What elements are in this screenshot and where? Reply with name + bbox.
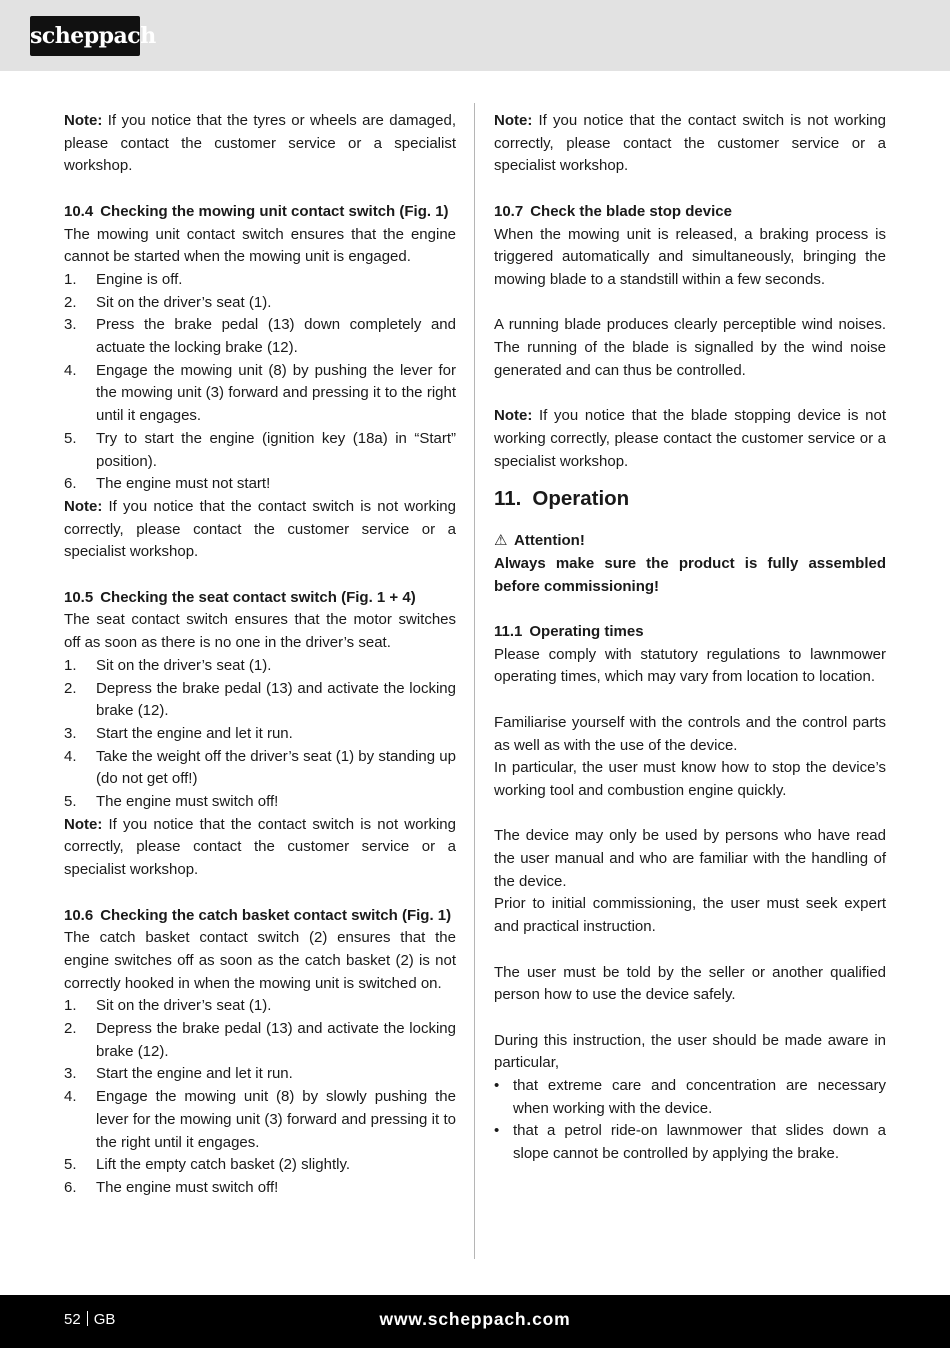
column-divider xyxy=(474,103,475,1259)
list-item: 5. Lift the empty catch basket (2) slightly. xyxy=(64,1156,350,1174)
section-11-1-paragraph: Familiarise yourself with the controls and the control parts as well as with the use of the device. xyxy=(494,713,886,754)
warning-icon: ⚠ xyxy=(494,532,508,550)
section-number: 10.7 xyxy=(494,202,524,220)
section-number: 10.6 xyxy=(64,906,94,924)
attention-label: Attention! xyxy=(514,532,585,550)
note-text: If you notice that the tyres or wheels are damaged, please contact the customer service or a specialist workshop. xyxy=(64,112,456,175)
list-item: 2. Depress the brake pedal (13) and activate the locking brake (12). xyxy=(64,1020,456,1060)
section-title: Checking the mowing unit contact switch (Fig. 1) xyxy=(100,202,449,220)
note-label: Note: xyxy=(64,112,103,129)
note-label: Note: xyxy=(494,407,533,425)
list-item: 3. Start the engine and let it run. xyxy=(64,1065,293,1083)
section-11-1-paragraph: The device may only be used by persons who have read the user manual and who are familiar with the handling of the device. xyxy=(494,827,886,890)
left-column xyxy=(64,110,456,1200)
section-10-6-heading xyxy=(64,905,456,928)
section-10-4-heading xyxy=(64,201,456,224)
section-11-1-paragraph: In particular, the user must know how to stop the device’s working tool and combustion engine quickly. xyxy=(494,759,886,799)
list-item: 5. The engine must switch off! xyxy=(64,793,279,811)
section-10-7-note xyxy=(494,405,886,473)
section-10-7-paragraph: A running blade produces clearly perceptible wind noises. The running of the blade is signalled by the wind noise generated and can thus be controlled. xyxy=(494,316,886,379)
list-item: 4. Engage the mowing unit (8) by slowly pushing the lever for the mowing unit (3) forward and pressing it to the right until it engages. xyxy=(64,1088,456,1151)
bullet-icon: • xyxy=(494,1122,500,1140)
website-link[interactable]: www.scheppach.com xyxy=(379,1309,571,1329)
list-item: 2. Sit on the driver’s seat (1). xyxy=(64,293,272,311)
section-title: Checking the seat contact switch (Fig. 1 + 4) xyxy=(100,588,416,606)
page-number: 52 GB xyxy=(64,1311,116,1328)
section-11-1-paragraph: The user must be told by the seller or another qualified person how to use the device safely. xyxy=(494,963,886,1004)
attention-text: Always make sure the product is fully assembled before commissioning! xyxy=(494,554,886,595)
list-item: 2. Depress the brake pedal (13) and activate the locking brake (12). xyxy=(64,679,456,720)
section-10-5-heading xyxy=(64,587,456,610)
note-label: Note: xyxy=(494,112,533,129)
section-10-5-note xyxy=(64,814,456,882)
list-item: 3. Press the brake pedal (13) down completely and actuate the locking brake (12). xyxy=(64,316,456,357)
section-10-4-intro: The mowing unit contact switch ensures that the engine cannot be started when the mowing unit is engaged. xyxy=(64,225,456,266)
list-item: 6. The engine must not start! xyxy=(64,475,271,493)
section-11-1-paragraph: Prior to initial commissioning, the user must seek expert and practical instruction. xyxy=(494,895,886,936)
section-10-6-steps xyxy=(64,995,456,1199)
list-item: 1. Engine is off. xyxy=(64,270,183,288)
note-text: If you notice that the contact switch is not working correctly, please contact the customer service or a specialist workshop. xyxy=(64,497,456,561)
note-text: If you notice that the blade stopping device is not working correctly, please contact the customer service or a specialist workshop. xyxy=(494,407,886,470)
language-code: GB xyxy=(93,1311,116,1328)
list-item: 1. Sit on the driver’s seat (1). xyxy=(64,656,272,674)
note-label: Note: xyxy=(64,497,103,515)
list-item: • that extreme care and concentration are necessary when working with the device. xyxy=(494,1075,886,1120)
section-10-5-intro: The seat contact switch ensures that the motor switches off as soon as there is no one in the driver’s seat. xyxy=(64,611,456,652)
section-title: Checking the catch basket contact switch (Fig. 1) xyxy=(100,906,452,924)
section-11-1-paragraph: During this instruction, the user should be made aware in particular, xyxy=(494,1031,886,1072)
page-header xyxy=(0,0,950,71)
section-number: 10.4 xyxy=(64,202,94,220)
section-10-7-heading xyxy=(494,201,886,224)
list-item: 5. Try to start the engine (ignition key (18a) in “Start” position). xyxy=(64,429,456,470)
section-number: 11.1 xyxy=(494,623,523,640)
note-tyres xyxy=(64,110,456,178)
note-label: Note: xyxy=(64,815,103,833)
bullet-icon: • xyxy=(494,1077,500,1094)
list-item: 1. Sit on the driver’s seat (1). xyxy=(64,997,272,1015)
section-10-4-steps xyxy=(64,269,456,496)
section-number: 10.5 xyxy=(64,588,94,606)
list-item: 4. Engage the mowing unit (8) by pushing the lever for the mowing unit (3) forward and pressing it to the right until it engages. xyxy=(64,361,456,425)
page-footer xyxy=(0,1295,950,1348)
section-10-5-steps xyxy=(64,655,456,814)
chapter-11-heading xyxy=(494,484,886,512)
list-item: 3. Start the engine and let it run. xyxy=(64,724,293,742)
attention-heading xyxy=(494,530,886,553)
section-10-4-note xyxy=(64,496,456,564)
list-item: 6. The engine must switch off! xyxy=(64,1179,279,1196)
note-text: If you notice that the contact switch is not working correctly, please contact the customer service or a specialist workshop. xyxy=(494,112,886,175)
section-10-6-intro: The catch basket contact switch (2) ensures that the engine switches off as soon as the catch basket (2) is not correctly hooked in when the mowing unit is switched on. xyxy=(64,929,456,992)
chapter-number: 11. xyxy=(494,487,522,511)
scheppach-logo: scheppach xyxy=(30,16,140,56)
list-item: • that a petrol ride-on lawnmower that slides down a slope cannot be controlled by applying the brake. xyxy=(494,1120,886,1165)
note-text: If you notice that the contact switch is not working correctly, please contact the customer service or a specialist workshop. xyxy=(64,815,456,879)
section-11-1-heading xyxy=(494,621,886,644)
right-column xyxy=(494,110,886,1166)
section-11-1-paragraph: Please comply with statutory regulations to lawnmower operating times, which may vary from location to location. xyxy=(494,645,886,686)
note-contact-switch xyxy=(494,110,886,178)
list-item: 4. Take the weight off the driver’s seat (1) by standing up (do not get off!) xyxy=(64,747,456,788)
chapter-title: Operation xyxy=(532,487,630,511)
section-title: Operating times xyxy=(529,623,644,640)
section-10-7-paragraph: When the mowing unit is released, a braking process is triggered automatically and simultaneously, bringing the mowing blade to a standstill within a few seconds. xyxy=(494,225,886,288)
section-title: Check the blade stop device xyxy=(530,202,732,220)
section-11-1-bullets xyxy=(494,1075,886,1166)
